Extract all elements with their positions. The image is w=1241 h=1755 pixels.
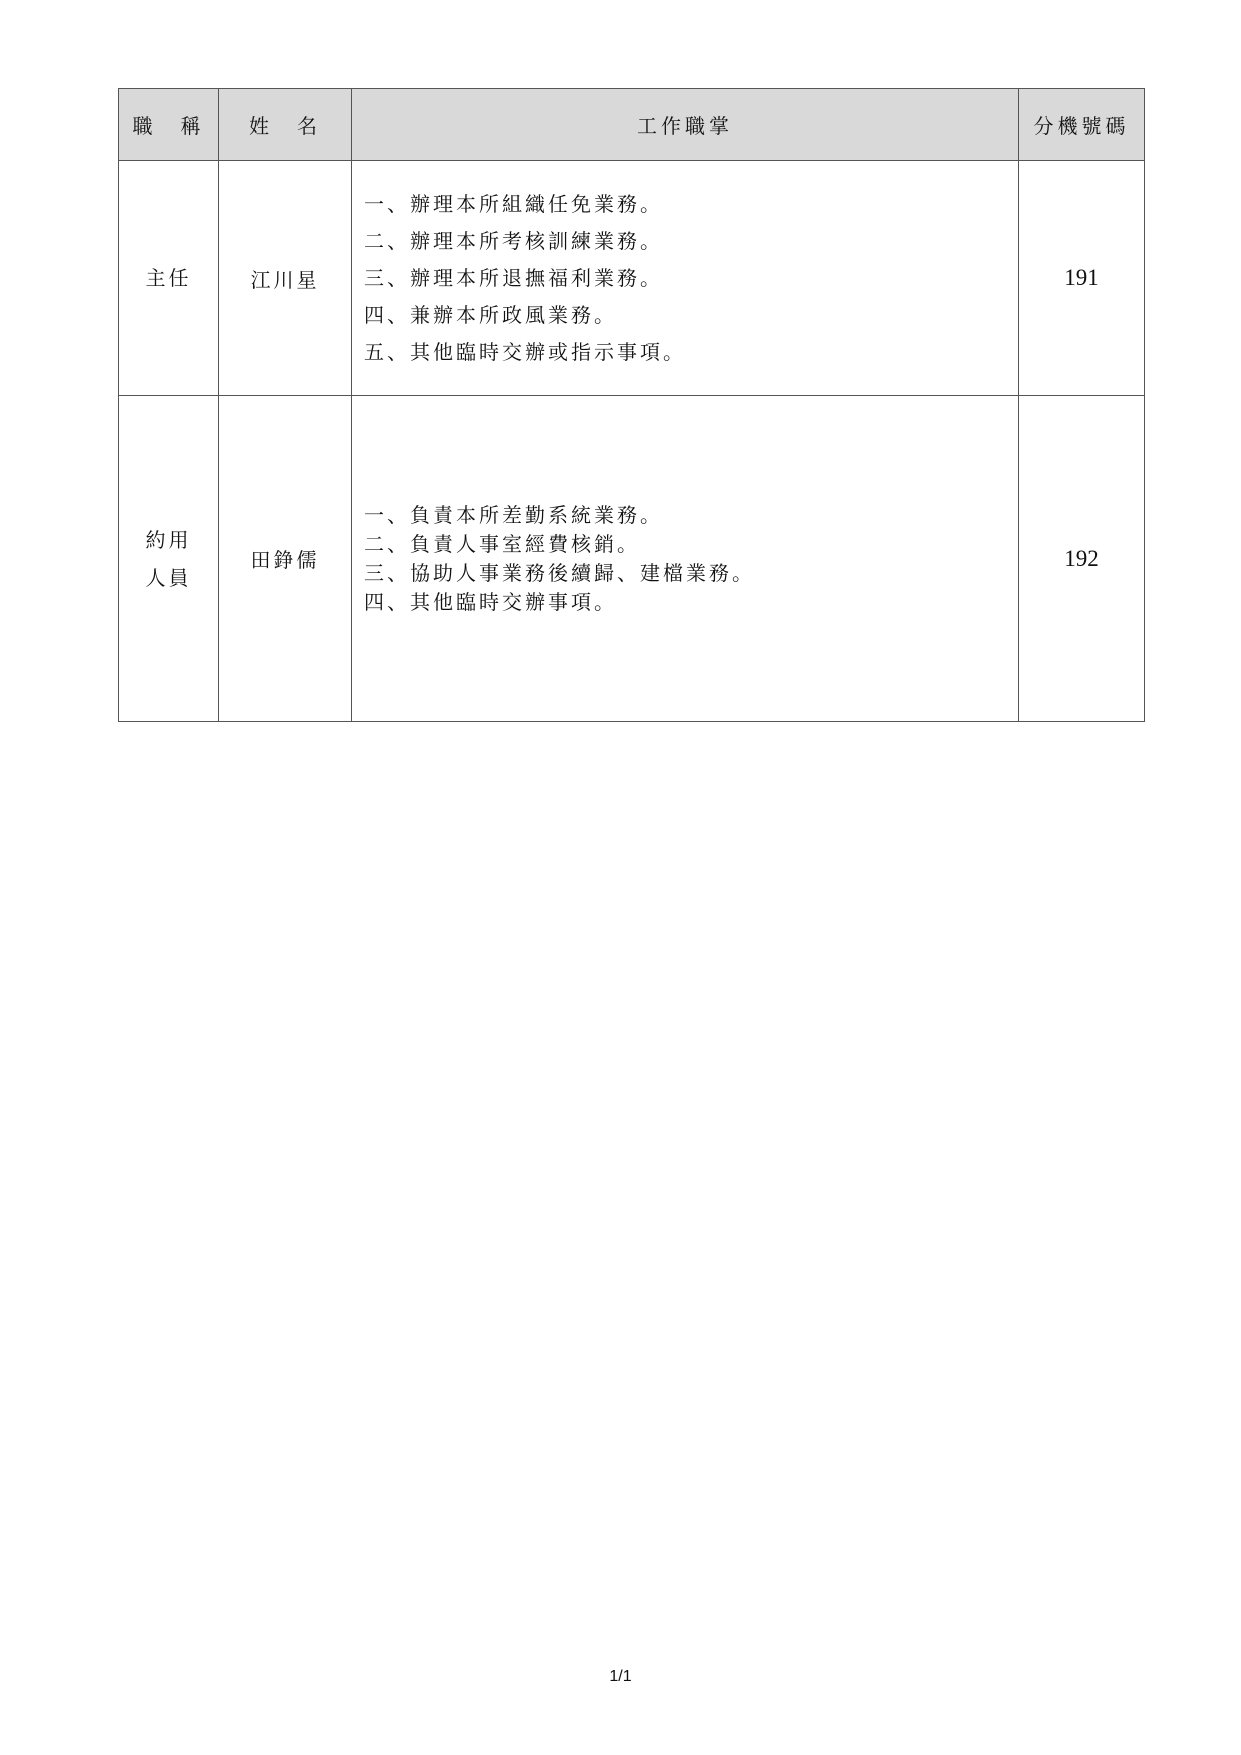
duties-cell <box>352 396 1019 722</box>
job-title-line: 約用 <box>145 527 192 552</box>
page-number: 1/1 <box>609 1668 632 1685</box>
duty-item: 四、其他臨時交辦事項。 <box>364 589 617 614</box>
table-row <box>119 161 1145 396</box>
duty-item: 五、其他臨時交辦或指示事項。 <box>364 339 686 364</box>
duty-item: 一、負責本所差勤系統業務。 <box>364 502 663 527</box>
job-title-cell <box>119 396 219 722</box>
header-title: 職 稱 <box>119 89 219 161</box>
header-extension: 分機號碼 <box>1019 89 1145 161</box>
duties-cell <box>352 161 1019 396</box>
job-title-line: 人員 <box>145 565 192 590</box>
header-duties: 工作職掌 <box>352 89 1019 161</box>
table-header-row <box>119 89 1145 161</box>
duties-table <box>118 88 1145 722</box>
job-title: 主任 <box>145 266 192 290</box>
duty-item: 三、辦理本所退撫福利業務。 <box>364 265 663 290</box>
header-name: 姓 名 <box>219 89 352 161</box>
duty-item: 二、負責人事室經費核銷。 <box>364 531 640 556</box>
duty-item: 一、辦理本所組織任免業務。 <box>364 191 663 216</box>
staff-name: 田錚儒 <box>219 396 352 722</box>
duty-item: 四、兼辦本所政風業務。 <box>364 302 617 327</box>
extension-number: 191 <box>1019 161 1145 396</box>
duty-item: 二、辦理本所考核訓練業務。 <box>364 228 663 253</box>
duty-item: 三、協助人事業務後續歸、建檔業務。 <box>364 560 755 585</box>
staff-name: 江川星 <box>219 161 352 396</box>
table-row <box>119 396 1145 722</box>
extension-number: 192 <box>1019 396 1145 722</box>
job-title-cell <box>119 161 219 396</box>
